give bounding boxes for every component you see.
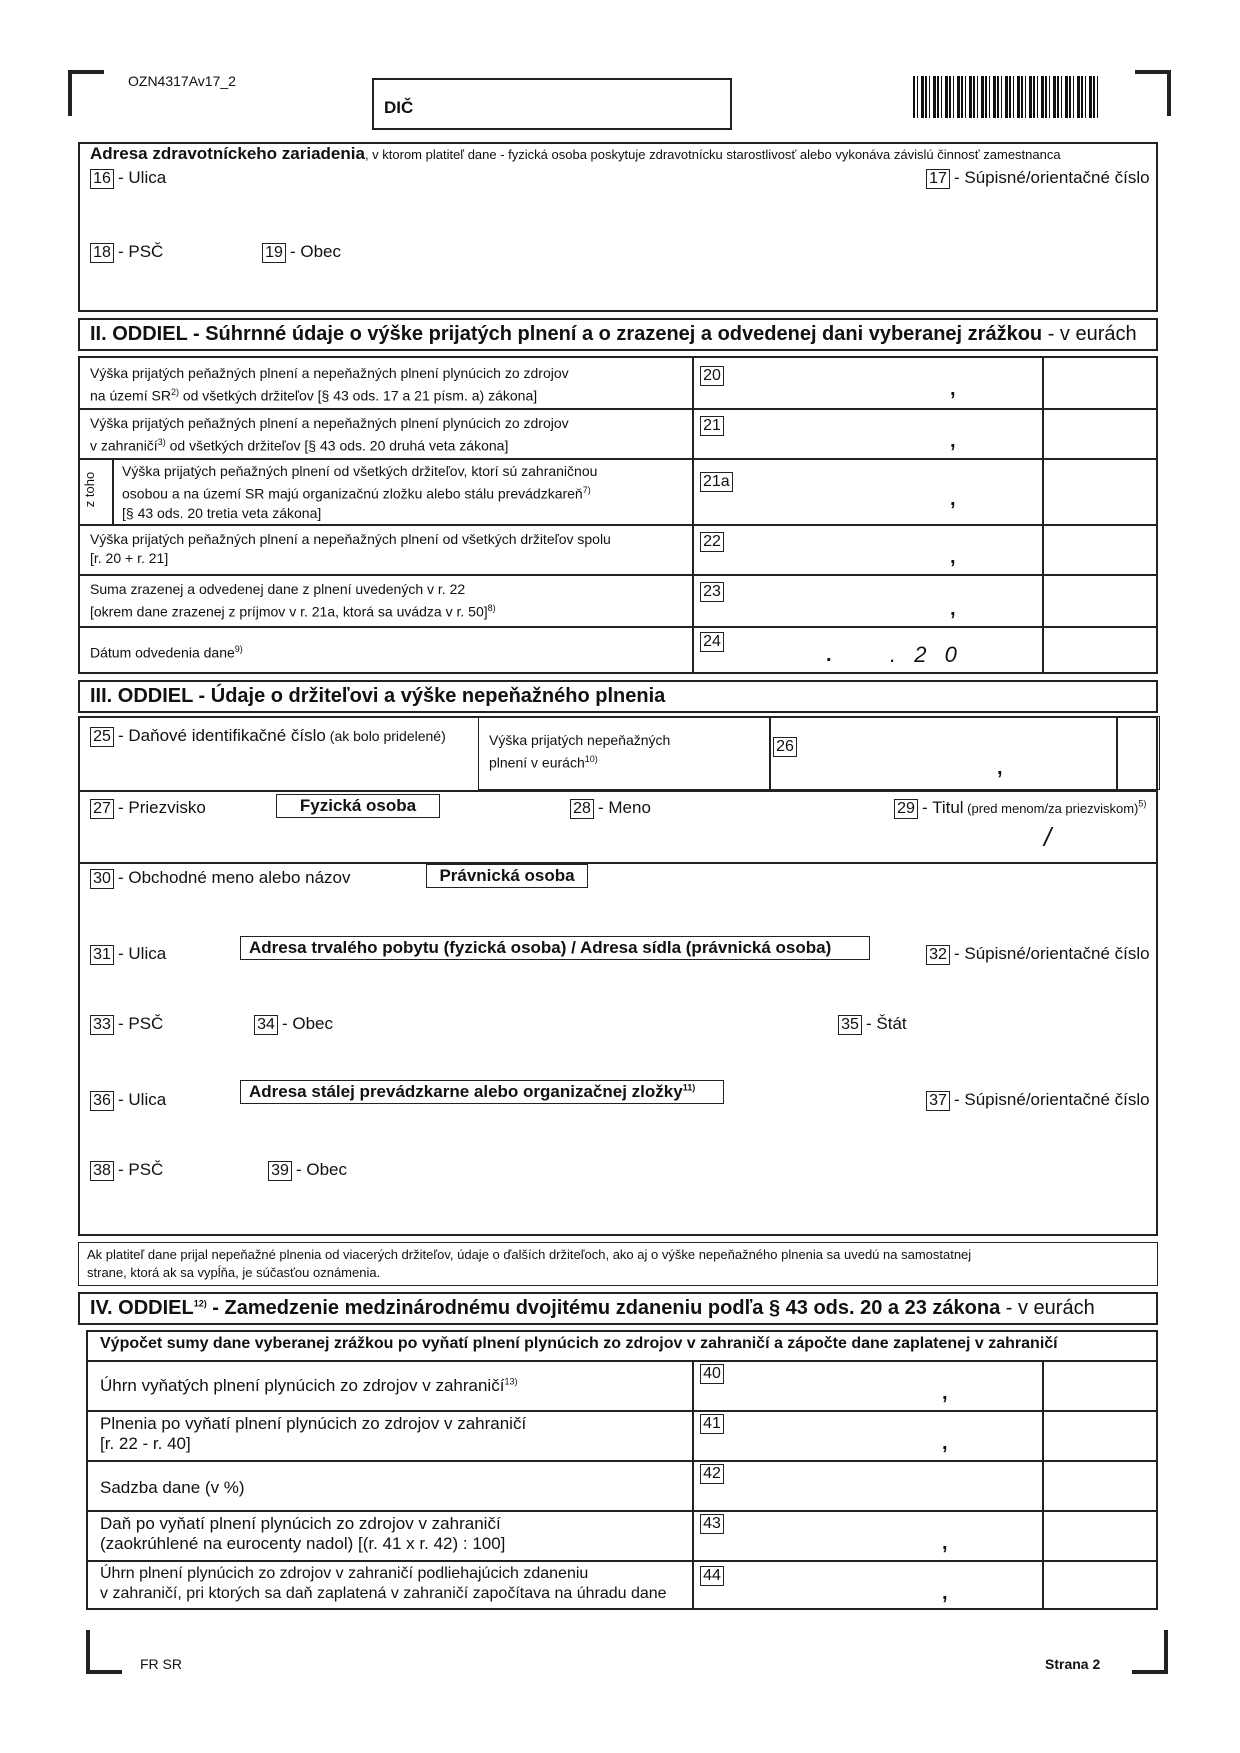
- row-20-line2b: od všetkých držiteľov [§ 43 ods. 17 a 21 písm. a) zákona]: [178, 387, 538, 404]
- section-3-header: [78, 680, 1158, 713]
- field-16-number: 16: [90, 169, 114, 189]
- row-41-number: 41: [700, 1414, 724, 1434]
- row-41-line1: Plnenia po vyňatí plnení plynúcich zo zdrojov v zahraničí: [100, 1414, 527, 1433]
- field-35-country[interactable]: [838, 1014, 907, 1035]
- row-21a-line1: Výška prijatých peňažných plnení od všetkých držiteľov, ktorí sú zahraničnou: [122, 463, 598, 479]
- field-34-number: 34: [254, 1015, 278, 1035]
- row-20-sup: 2): [170, 387, 179, 397]
- corner-mark-tr-h: [1135, 70, 1171, 74]
- row-41-line2: [r. 22 - r. 40]: [100, 1434, 191, 1453]
- field-34-city[interactable]: [254, 1014, 333, 1035]
- barcode: [913, 76, 1099, 118]
- field-37-label: - Súpisné/orientačné číslo: [954, 1090, 1150, 1109]
- row-21a-sup: 7): [582, 485, 591, 495]
- field-29-label: - Titul: [922, 798, 964, 817]
- row-40-number: 40: [700, 1364, 724, 1384]
- field-32-house-number[interactable]: [926, 944, 1150, 965]
- section-4-subtitle: Výpočet sumy dane vyberanej zrážkou po vyňatí plnení plynúcich zo zdrojov v zahraničí a zápočte dane zaplatenej v zahraničí: [100, 1335, 1058, 1352]
- row-21a-line2: osobou a na území SR majú organizačnú zložku alebo stálu prevádzkareň: [122, 485, 583, 502]
- row-23-number: 23: [700, 582, 724, 602]
- s4-vline-amount: [1042, 1360, 1044, 1610]
- field-31-street[interactable]: [90, 944, 166, 965]
- section-2-table: [78, 356, 1158, 674]
- field-35-label: - Štát: [866, 1014, 907, 1033]
- section-4-title-sup: 12): [193, 1298, 207, 1309]
- field-17-label: - Súpisné/orientačné číslo: [954, 168, 1150, 187]
- field-19-city[interactable]: [262, 242, 341, 263]
- field-36-label: - Ulica: [118, 1090, 167, 1109]
- field-18-number: 18: [90, 243, 114, 263]
- field-39-label: - Obec: [296, 1160, 348, 1179]
- s2-hline-1: [80, 408, 1158, 410]
- field-37-house-number[interactable]: [926, 1090, 1150, 1111]
- row-21-line1: Výška prijatých peňažných plnení a nepeňažných plnení plynúcich zo zdrojov: [90, 415, 569, 431]
- section-3-body: [78, 716, 1158, 1236]
- row-42-text: Sadzba dane (v %): [100, 1478, 245, 1497]
- row-44-text: [100, 1564, 667, 1604]
- s4-hline-3: [88, 1510, 1158, 1512]
- section-4-title: [90, 1297, 1095, 1320]
- field-17-number: 17: [926, 169, 950, 189]
- section-4-title-rest: - v eurách: [1000, 1297, 1095, 1319]
- field-18-label: - PSČ: [118, 242, 164, 261]
- s2-hline-3: [80, 524, 1158, 526]
- field-29-number: 29: [894, 799, 918, 819]
- row-40-sup: 13): [504, 1376, 518, 1387]
- row-43-number: 43: [700, 1514, 724, 1534]
- section-4-title-b: - Zamedzenie medzinárodnému dvojitému zdaneniu podľa § 43 ods. 20 a 23 zákona: [206, 1297, 1001, 1319]
- row-44-line1: Úhrn plnení plynúcich zo zdrojov v zahraničí podliehajúcich zdaneniu: [100, 1565, 589, 1582]
- row-43-text: [100, 1514, 505, 1554]
- s4-vline-num: [692, 1360, 694, 1610]
- field-28-number: 28: [570, 799, 594, 819]
- row-21-line2a: v zahraničí: [90, 437, 158, 454]
- row-40-comma[interactable]: ,: [942, 1382, 948, 1404]
- row-21-number: 21: [700, 416, 724, 436]
- s4-hline-2: [88, 1460, 1158, 1462]
- field-27-label: - Priezvisko: [118, 798, 206, 817]
- tag-permanent-establishment: [240, 1080, 724, 1104]
- section-2-header: [78, 318, 1158, 351]
- tag-permanent-establishment-sup: 11): [682, 1082, 696, 1093]
- s3-hline-2: [80, 862, 1158, 864]
- field-32-number: 32: [926, 945, 950, 965]
- section-2-title: [90, 323, 1137, 346]
- row-21a-comma[interactable]: ,: [950, 488, 956, 510]
- footer-left: FR SR: [140, 1656, 182, 1672]
- dic-field[interactable]: [372, 78, 732, 130]
- row-21a-line3: [§ 43 ods. 20 tretia veta zákona]: [122, 504, 322, 521]
- row-20-line2a: na území SR: [90, 387, 171, 404]
- row-23-line2: [okrem dane zrazenej z príjmov v r. 21a, ktorá sa uvádza v r. 50]: [90, 603, 488, 620]
- field-31-label: - Ulica: [118, 944, 167, 963]
- field-25-dic[interactable]: [90, 726, 446, 747]
- row-23-line1: Suma zrazenej a odvedenej dane z plnení uvedených v r. 22: [90, 581, 466, 597]
- section-4-title-a: IV. ODDIEL: [90, 1297, 194, 1319]
- s3-hline-1: [80, 790, 1158, 792]
- row-24-sup: 9): [234, 644, 243, 654]
- row-20-comma[interactable]: ,: [950, 378, 956, 400]
- section-4-table: [86, 1330, 1158, 1610]
- field-29-title[interactable]: [894, 798, 1146, 819]
- field-31-number: 31: [90, 945, 114, 965]
- form-code: OZN4317Av17_2: [128, 73, 236, 89]
- row-23-comma[interactable]: ,: [950, 598, 956, 620]
- row-40-label: Úhrn vyňatých plnení plynúcich zo zdrojov v zahraničí: [100, 1376, 505, 1395]
- field-27-number: 27: [90, 799, 114, 819]
- field-34-label: - Obec: [282, 1014, 334, 1033]
- note-line1: Ak platiteľ dane prijal nepeňažné plnenia od viacerých držiteľov, údaje o ďalších držiteľoch, ako aj o výške nepeňažného plnenia sa uvedú na samostatnej: [87, 1247, 972, 1262]
- s4-hline-4: [88, 1560, 1158, 1562]
- field-25-note: (ak bolo pridelené): [325, 728, 446, 744]
- row-20-line1: Výška prijatých peňažných plnení a nepeňažných plnení plynúcich zo zdrojov: [90, 365, 569, 381]
- row-43-comma[interactable]: ,: [942, 1532, 948, 1554]
- row-22-comma[interactable]: ,: [950, 546, 956, 568]
- field-28-first-name[interactable]: [570, 798, 651, 819]
- field-30-number: 30: [90, 869, 114, 889]
- field-35-number: 35: [838, 1015, 862, 1035]
- tag-permanent-establishment-text: Adresa stálej prevádzkarne alebo organizačnej zložky: [249, 1082, 683, 1101]
- field-16-label: - Ulica: [118, 168, 167, 187]
- row-21-comma[interactable]: ,: [950, 430, 956, 452]
- field-16-street[interactable]: [90, 168, 166, 189]
- tag-residence-address: Adresa trvalého pobytu (fyzická osoba) / Adresa sídla (právnická osoba): [240, 936, 870, 960]
- row-44-line2: v zahraničí, pri ktorých sa daň zaplatená v zahraničí započítava na úhradu dane: [100, 1585, 667, 1602]
- row-44-number: 44: [700, 1566, 724, 1586]
- row-22-line1: Výška prijatých peňažných plnení a nepeňažných plnení od všetkých držiteľov spolu: [90, 531, 611, 547]
- field-38-postcode[interactable]: [90, 1160, 163, 1181]
- field-26-comma[interactable]: ,: [997, 757, 1003, 779]
- nonmonetary-label: [489, 731, 670, 773]
- field-36-street[interactable]: [90, 1090, 166, 1111]
- s2-hline-4: [80, 574, 1158, 576]
- field-33-postcode[interactable]: [90, 1014, 163, 1035]
- row-22-line2: [r. 20 + r. 21]: [90, 550, 169, 566]
- nonmonetary-cents-divider: [1116, 717, 1118, 789]
- address-title-rest: , v ktorom platiteľ dane - fyzická osoba poskytuje zdravotnícku starostlivosť alebo vykonáva závislú činnosť zamestnanca: [364, 147, 1061, 162]
- corner-mark-bl-v: [86, 1630, 90, 1674]
- nonmonetary-divider: [769, 717, 771, 789]
- row-23-sup: 8): [487, 603, 496, 613]
- field-17-house-number[interactable]: [926, 168, 1150, 189]
- s2-hline-2: [80, 458, 1158, 460]
- row-41-comma[interactable]: ,: [942, 1432, 948, 1454]
- field-18-postcode[interactable]: [90, 242, 163, 263]
- tag-natural-person: Fyzická osoba: [276, 794, 440, 818]
- address-section: [78, 142, 1158, 312]
- note-text: [87, 1246, 971, 1282]
- corner-mark-tr-v: [1167, 70, 1171, 116]
- s4-hline-0: [88, 1360, 1158, 1362]
- s4-hline-1: [88, 1410, 1158, 1412]
- row-42-number: 42: [700, 1464, 724, 1484]
- row-22-number: 22: [700, 532, 724, 552]
- field-33-label: - PSČ: [118, 1014, 164, 1033]
- corner-mark-bl-h: [86, 1670, 122, 1674]
- row-43-line1: Daň po vyňatí plnení plynúcich zo zdrojov v zahraničí: [100, 1514, 501, 1533]
- row-24-date-dot[interactable]: .: [826, 644, 832, 666]
- field-39-city[interactable]: [268, 1160, 347, 1181]
- row-23-text: [90, 580, 496, 622]
- footer-page-number: Strana 2: [1045, 1656, 1101, 1672]
- row-21a-side-label: z toho: [82, 471, 98, 508]
- field-29-slash: /: [1044, 822, 1052, 852]
- dic-label: DIČ: [384, 98, 414, 117]
- corner-mark-br-h: [1132, 1670, 1168, 1674]
- section-3-title: III. ODDIEL - Údaje o držiteľovi a výške nepeňažného plnenia: [90, 685, 666, 707]
- s2-hline-5: [80, 626, 1158, 628]
- field-26-number: 26: [773, 737, 797, 757]
- field-38-label: - PSČ: [118, 1160, 164, 1179]
- field-27-surname[interactable]: [90, 798, 206, 819]
- row-24-number: 24: [700, 632, 724, 652]
- field-19-number: 19: [262, 243, 286, 263]
- section-2-title-rest: - v eurách: [1042, 323, 1137, 345]
- field-33-number: 33: [90, 1015, 114, 1035]
- row-21-sup: 3): [157, 437, 166, 447]
- address-title-bold: Adresa zdravotníckeho zariadenia: [90, 144, 365, 163]
- row-21-text: [90, 414, 569, 456]
- row-22-text: [90, 530, 611, 568]
- row-21-line2b: od všetkých držiteľov [§ 43 ods. 20 druhá veta zákona]: [165, 437, 509, 454]
- field-30-label: - Obchodné meno alebo názov: [118, 868, 351, 887]
- row-43-line2: (zaokrúhlené na eurocenty nadol) [(r. 41 x r. 42) : 100]: [100, 1534, 506, 1553]
- row-21a-text: [122, 462, 597, 523]
- field-29-note: (pred menom/za priezviskom): [963, 801, 1139, 816]
- note-box: [78, 1242, 1158, 1286]
- field-25-number: 25: [90, 727, 114, 747]
- field-25-label: - Daňové identifikačné číslo: [118, 726, 326, 745]
- row-20-number: 20: [700, 366, 724, 386]
- section-2-title-bold: II. ODDIEL - Súhrnné údaje o výške prijatých plnení a o zrazenej a odvedenej dani vyberanej zrážkou: [90, 323, 1043, 345]
- row-44-comma[interactable]: ,: [942, 1582, 948, 1604]
- field-19-label: - Obec: [290, 242, 342, 261]
- field-36-number: 36: [90, 1091, 114, 1111]
- row-24-label: Dátum odvedenia dane: [90, 644, 235, 661]
- nonmonetary-sup: 10): [584, 754, 598, 764]
- field-32-label: - Súpisné/orientačné číslo: [954, 944, 1150, 963]
- field-28-label: - Meno: [598, 798, 651, 817]
- field-29-sup: 5): [1138, 798, 1147, 809]
- row-24-date-suffix[interactable]: . 2 0: [890, 642, 963, 667]
- note-line2: strane, ktorá ak sa vypĺňa, je súčasťou oznámenia.: [87, 1265, 381, 1280]
- nonmonetary-line1: Výška prijatých nepeňažných: [489, 732, 671, 748]
- field-37-number: 37: [926, 1091, 950, 1111]
- tag-legal-person: Právnická osoba: [426, 864, 588, 888]
- corner-mark-br-v: [1164, 1630, 1168, 1674]
- field-38-number: 38: [90, 1161, 114, 1181]
- s2-zoho-divider: [112, 458, 114, 524]
- row-40-text: [100, 1376, 517, 1396]
- row-21a-number: 21a: [700, 472, 733, 492]
- corner-mark-tl-h: [68, 70, 104, 74]
- field-39-number: 39: [268, 1161, 292, 1181]
- row-24-text: [90, 644, 243, 661]
- corner-mark-tl-v: [68, 70, 72, 116]
- address-section-title: [90, 144, 1061, 164]
- section-4-header: [78, 1292, 1158, 1325]
- nonmonetary-box: [478, 716, 1160, 790]
- field-30-business-name[interactable]: [90, 868, 351, 889]
- row-41-text: [100, 1414, 526, 1454]
- row-20-text: [90, 364, 569, 406]
- nonmonetary-line2: plnení v eurách: [489, 754, 585, 771]
